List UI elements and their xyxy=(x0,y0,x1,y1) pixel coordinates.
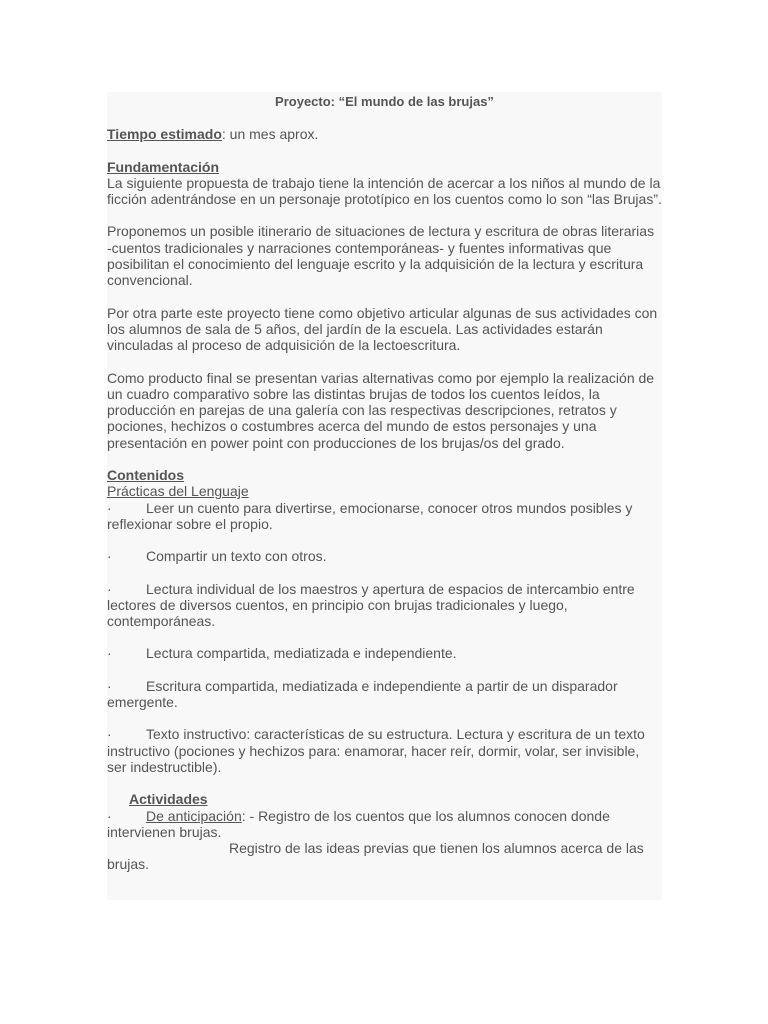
bullet-icon: · xyxy=(107,677,112,694)
contenidos-heading: Contenidos xyxy=(107,467,184,484)
anticipacion-label: De anticipación xyxy=(146,807,242,824)
bullet-icon: · xyxy=(107,580,112,597)
bullet-icon: · xyxy=(107,548,112,565)
actividades-registro: Registro de las ideas previas que tienen los alumnos acerca de las brujas. xyxy=(107,840,644,873)
list-item: · Compartir un texto con otros. xyxy=(107,548,327,565)
list-item: · Lectura compartida, mediatizada e independiente. xyxy=(107,645,457,662)
list-item: · Leer un cuento para divertirse, emocionarse, conocer otros mundos posibles y reflexionar sobre el propio. xyxy=(107,499,633,532)
actividades-heading: Actividades xyxy=(129,791,208,808)
anticipacion-text: : - Registro de los cuentos que los alumnos conocen donde intervienen brujas. xyxy=(107,807,610,840)
list-item: · Escritura compartida, mediatizada e independiente a partir de un disparador emergente. xyxy=(107,677,618,711)
document-title: Proyecto: “El mundo de las brujas” xyxy=(275,94,494,109)
bullet-icon: · xyxy=(107,499,112,516)
bullet-icon: · xyxy=(107,807,112,824)
list-item: · Lectura individual de los maestros y apertura de espacios de intercambio entre lectores de diversos cuentos, en principio con brujas tradicionales y luego, contemporáneas. xyxy=(107,580,635,630)
contenidos-subheading: Prácticas del Lenguaje xyxy=(107,483,249,500)
fundamentacion-paragraph: Como producto final se presentan varias alternativas como por ejemplo la realización de un cuadro comparativo sobre las distintas brujas de todos los cuentos leídos, la producción en parejas de una galería con las respectivas descripciones, retratos y pociones, hechizos o costumbres acerca del mundo de estos personajes y una presentación en power point con producciones de los brujas/os del grado. xyxy=(107,369,655,451)
tiempo-value: : un mes aprox. xyxy=(221,126,319,143)
tiempo-label: Tiempo estimado xyxy=(107,126,222,143)
fundamentacion-paragraph: La siguiente propuesta de trabajo tiene la intención de acercar a los niños al mundo de la ficción adentrándose en un personaje prototípico en los cuentos como lo son “las Brujas”. xyxy=(107,174,662,208)
bullet-icon: · xyxy=(107,645,112,662)
fundamentacion-heading: Fundamentación xyxy=(107,158,220,175)
document-page xyxy=(107,92,662,900)
fundamentacion-paragraph: Por otra parte este proyecto tiene como objetivo articular algunas de sus actividades con los alumnos de sala de 5 años, del jardín de la escuela. Las actividades estarán vinculadas al proceso de adquisición de la lectoescritura. xyxy=(107,304,658,354)
list-item: · Texto instructivo: características de su estructura. Lectura y escritura de un texto instructivo (pociones y hechizos para: enamorar, hacer reír, dormir, volar, ser invisible, ser indestructible). xyxy=(107,726,645,775)
actividades-anticipacion xyxy=(107,808,662,841)
tiempo-estimado xyxy=(107,126,662,142)
bullet-icon: · xyxy=(107,726,112,743)
fundamentacion-paragraph: Proponemos un posible itinerario de situaciones de lectura y escritura de obras literarias -cuentos tradicionales y narraciones contemporáneas- y fuentes informativas que posibilitan el conocimiento del lenguaje escrito y la adquisición de la lectura y escritura convencional. xyxy=(107,223,655,289)
